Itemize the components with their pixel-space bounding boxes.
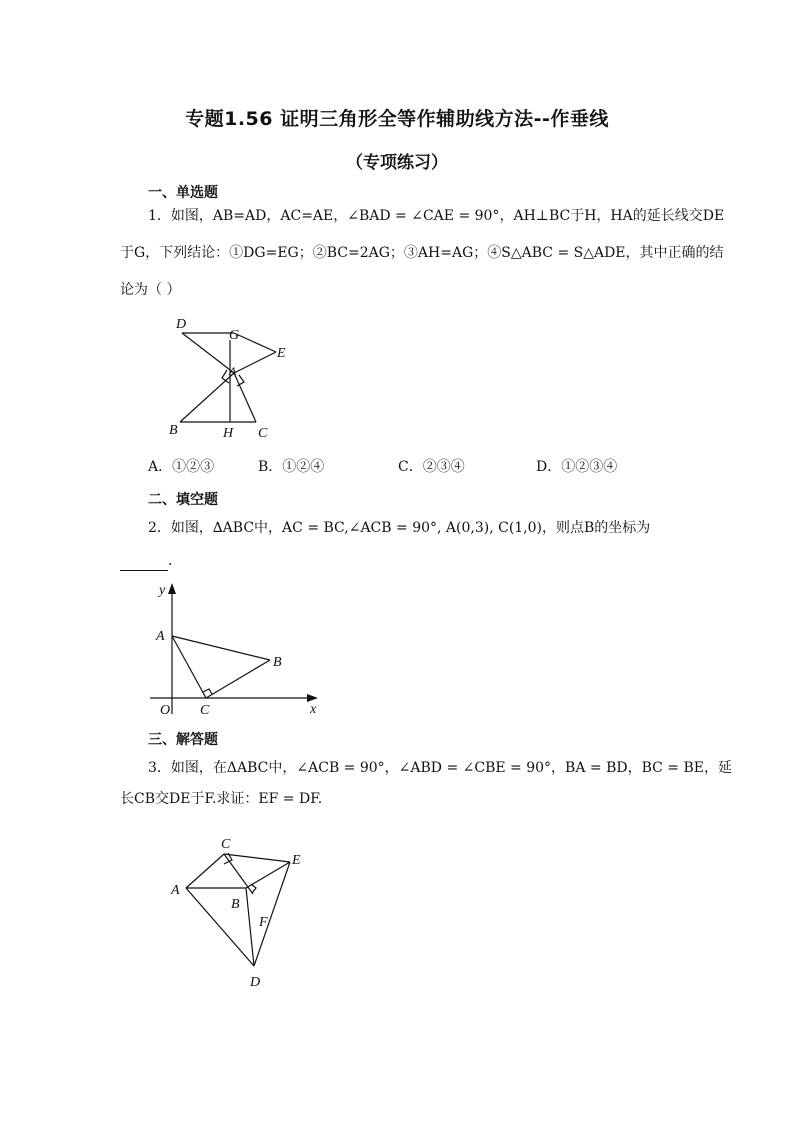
option-d: D．①②③④ — [536, 459, 618, 475]
label-b: B — [169, 423, 178, 438]
segment-bd — [246, 888, 254, 966]
label-a: A — [171, 883, 180, 898]
question-1-line-1: 1．如图，AB=AD，AC=AE，∠BAD = ∠CAE = 90°，AH⊥BC于H，HA的延长线交DE — [148, 208, 725, 224]
label-b: B — [231, 897, 240, 912]
label-y: y — [159, 583, 166, 598]
right-angle-mark-c — [203, 689, 212, 694]
label-x: x — [310, 702, 317, 717]
segment-ge — [234, 333, 276, 352]
section-heading-single-choice: 一、单选题 — [148, 185, 218, 201]
question-2-line-1: 2．如图，∆ABC中，AC = BC,∠ACB = 90°, A(0,3), C(1,0)，则点B的坐标为 — [148, 520, 651, 536]
question-1-figure — [160, 312, 310, 444]
label-h: H — [223, 426, 234, 441]
question-3-figure — [164, 826, 314, 992]
page-title: 专题1.56 证明三角形全等作辅助线方法--作垂线 — [185, 108, 609, 130]
option-c: C．②③④ — [398, 459, 465, 475]
label-c: C — [258, 426, 268, 441]
segment-ac — [234, 373, 256, 422]
segment-ab — [172, 636, 270, 660]
label-o: O — [160, 703, 171, 718]
y-axis-arrow — [168, 583, 176, 594]
segment-ea — [234, 352, 276, 373]
label-d: D — [250, 975, 261, 990]
option-a: A．①②③ — [148, 459, 215, 475]
label-c: C — [200, 703, 210, 718]
label-e: E — [277, 346, 286, 361]
segment-ad — [186, 888, 254, 966]
segment-ac — [172, 636, 206, 698]
section-heading-solve: 三、解答题 — [148, 732, 218, 748]
label-g: G — [229, 328, 240, 343]
segment-da — [182, 333, 234, 373]
x-axis-arrow — [307, 694, 318, 702]
right-angle-mark-dab — [222, 370, 229, 383]
label-d: D — [176, 317, 187, 332]
question-1-line-3: 论为（ ） — [120, 282, 181, 298]
section-heading-fill-blank: 二、填空题 — [148, 492, 218, 508]
label-a: A — [229, 364, 237, 378]
label-c: C — [221, 837, 231, 852]
label-e: E — [292, 853, 301, 868]
answer-period: . — [168, 553, 173, 569]
right-angle-mark-cae — [237, 375, 244, 386]
question-2-answer-line — [120, 551, 172, 571]
segment-be — [246, 862, 290, 888]
option-b: B．①②④ — [258, 459, 325, 475]
label-b: B — [273, 655, 282, 670]
segment-ac — [186, 854, 224, 888]
segment-ed — [254, 862, 290, 966]
question-3-line-1: 3．如图，在ΔABC中，∠ACB = 90°，∠ABD = ∠CBE = 90°，BA = BD，BC = BE，延 — [148, 760, 732, 776]
question-3-line-2: 长CB交DE于F.求证：EF = DF. — [120, 791, 323, 807]
question-1-line-2: 于G，下列结论：①DG=EG；②BC=2AG；③AH=AG；④S△ABC = S△ADE，其中正确的结 — [120, 245, 724, 261]
label-a: A — [156, 629, 165, 644]
page-subtitle: （专项练习） — [346, 153, 448, 173]
segment-cb — [206, 660, 270, 698]
question-2-figure — [142, 580, 326, 720]
segment-ce — [224, 854, 290, 862]
label-f: F — [259, 915, 268, 930]
answer-blank[interactable] — [120, 556, 168, 571]
